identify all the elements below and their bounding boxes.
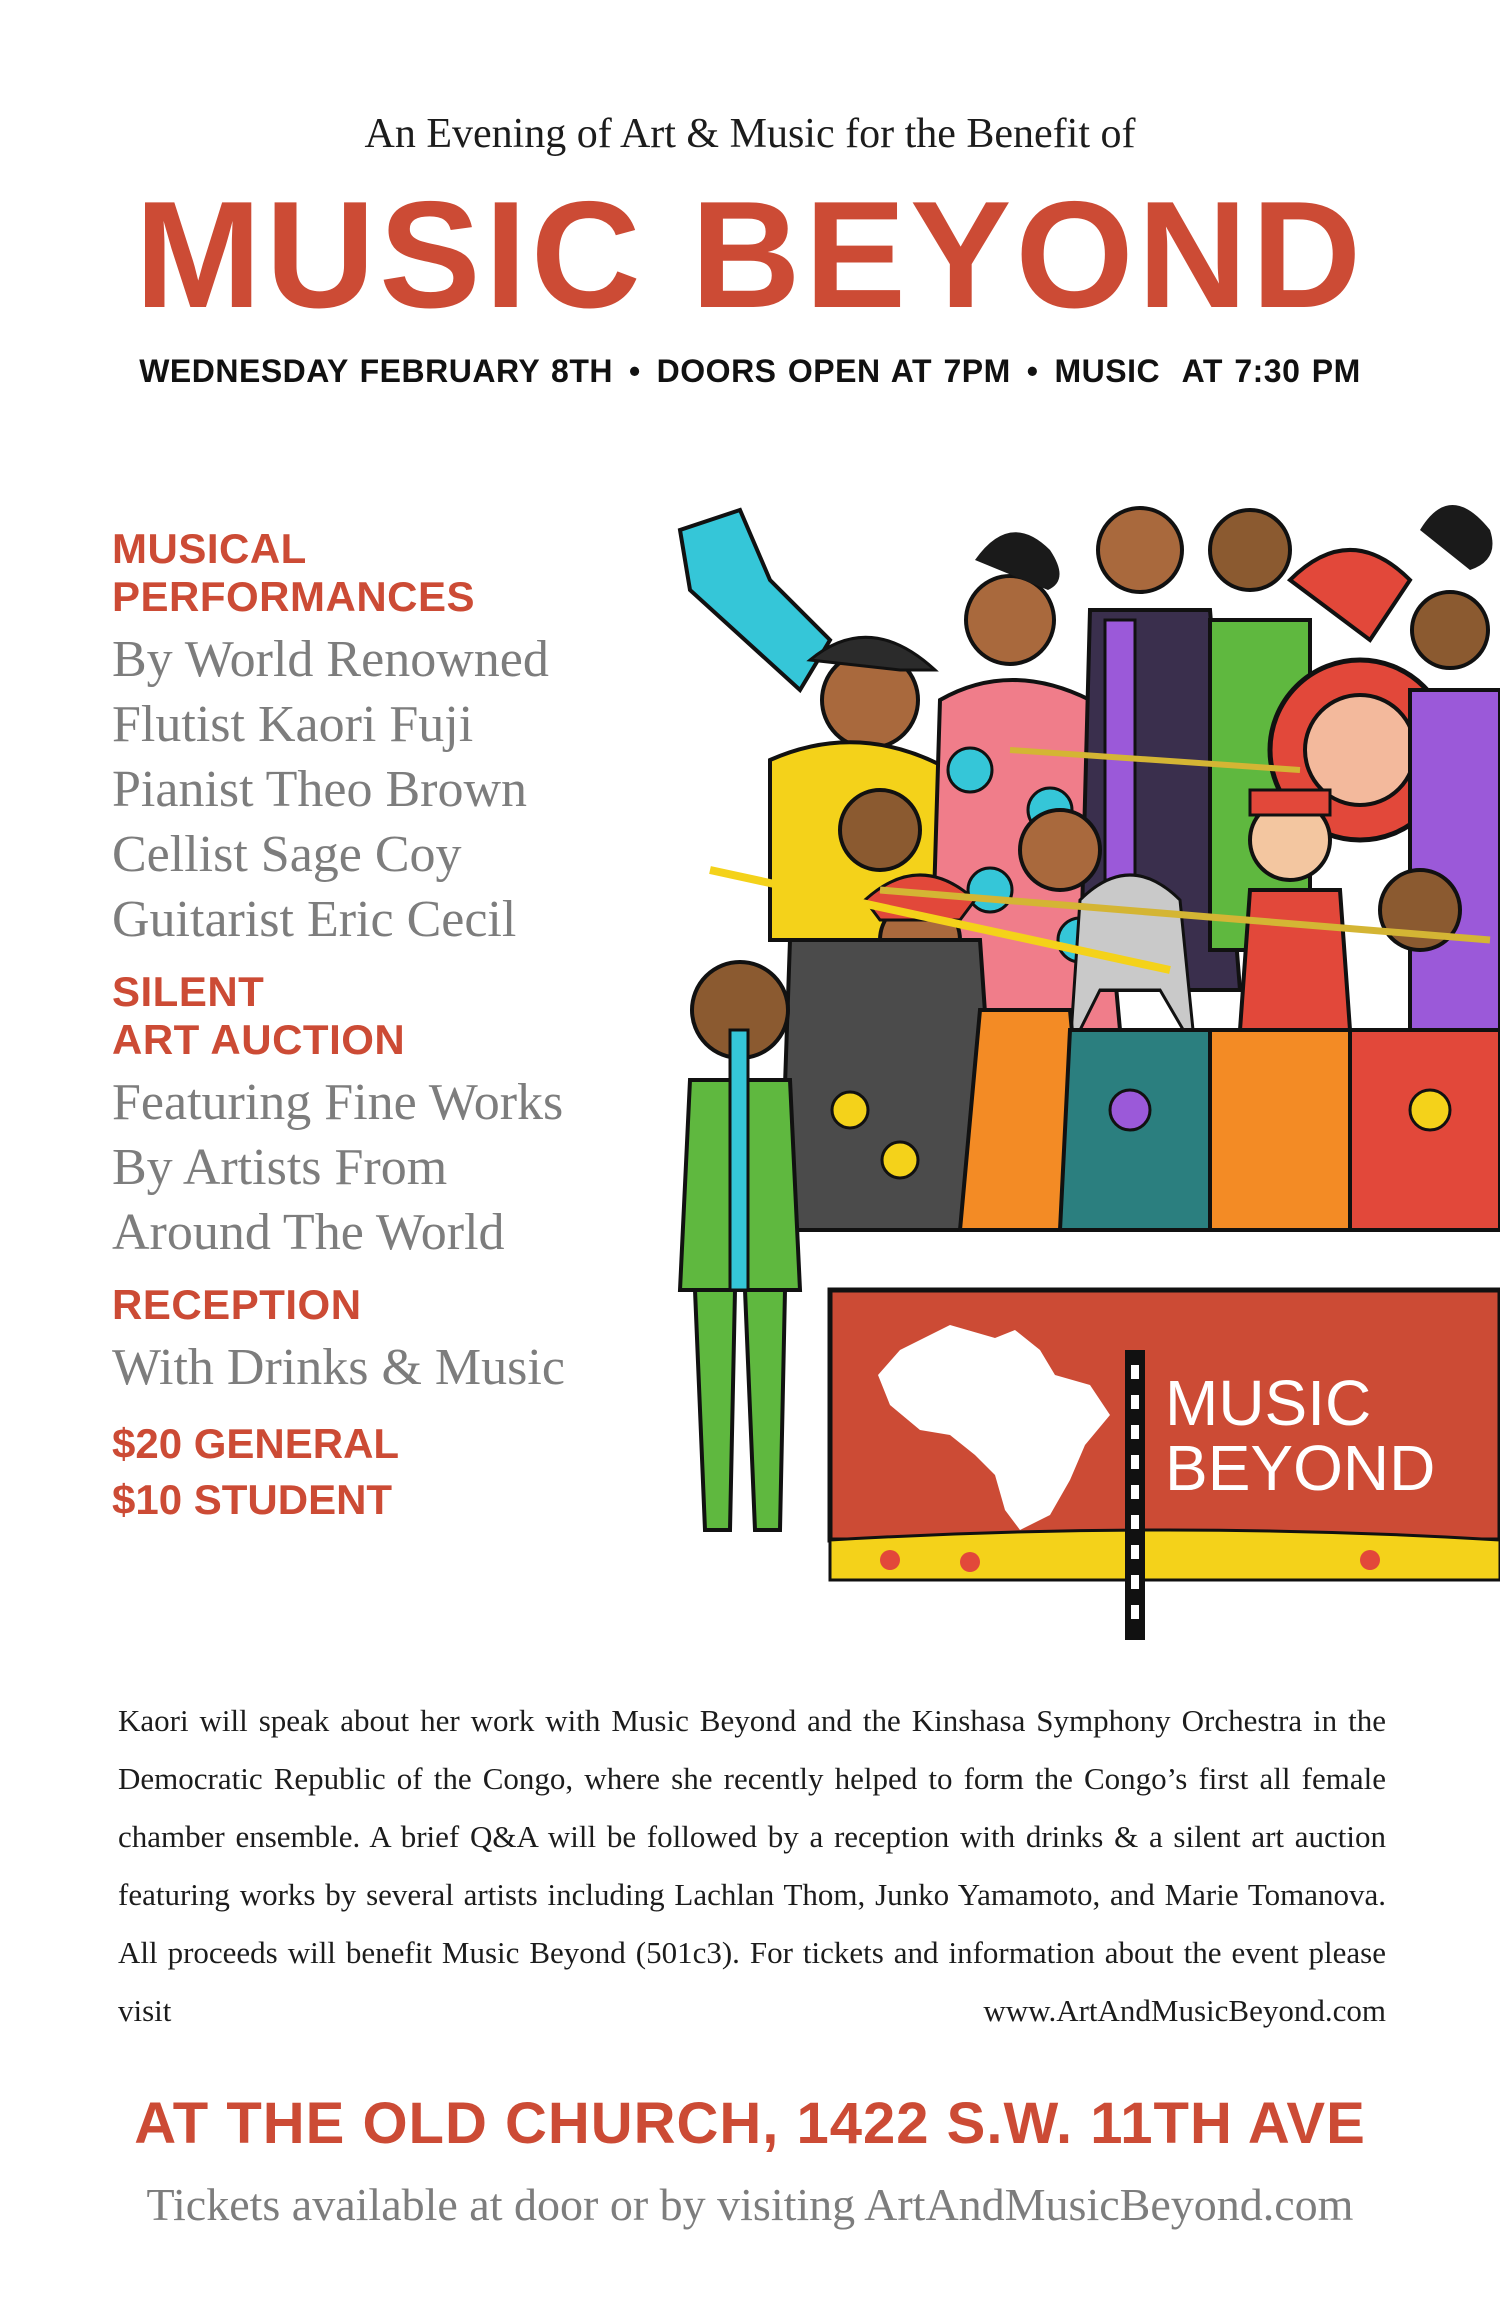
heading-line: SILENT <box>112 968 265 1015</box>
list-item: Flutist Kaori Fuji <box>112 696 474 753</box>
list-item: Featuring Fine Works <box>112 1074 564 1131</box>
auction-section <box>112 968 672 1265</box>
price-general: $20 GENERAL <box>112 1420 400 1467</box>
list-item: With Drinks & Music <box>112 1339 565 1396</box>
performances-heading <box>112 525 672 621</box>
doors-time: DOORS OPEN AT 7PM <box>656 353 1011 389</box>
event-description: Kaori will speak about her work with Music Beyond and the Kinshasa Symphony Orchestra in the Democratic Republic of the Congo, where she recently helped to form the Congo’s first all female chamber ensemble. A brief Q&A will be followed by a reception with drinks & a silent art auction featuring works by several artists including Lachlan Thom, Junko Yamamoto, and Marie Tomanova. All proceeds will benefit Music Beyond (501c3). For tickets and information about the event please visit www.ArtAndMusicBeyond.com <box>118 1703 1386 2028</box>
separator-dot: • <box>628 353 641 389</box>
program-column <box>112 525 672 1528</box>
performances-section <box>112 525 672 952</box>
logo-text-line1: MUSIC <box>1165 1367 1372 1439</box>
heading-line: MUSICAL <box>112 525 307 572</box>
reception-section <box>112 1281 672 1400</box>
reception-list <box>112 1335 672 1400</box>
reception-heading: RECEPTION <box>112 1281 362 1328</box>
venue-address: AT THE OLD CHURCH, 1422 S.W. 11TH AVE <box>134 2091 1366 2156</box>
list-item: Cellist Sage Coy <box>112 826 462 883</box>
list-item: Around The World <box>112 1204 505 1261</box>
logo-text-line2: BEYOND <box>1165 1432 1436 1504</box>
music-time: MUSIC AT 7:30 PM <box>1054 353 1361 389</box>
list-item: Guitarist Eric Cecil <box>112 891 517 948</box>
band-illustration <box>650 470 1500 1650</box>
list-item: By Artists From <box>112 1139 448 1196</box>
price-student: $10 STUDENT <box>112 1476 393 1523</box>
intro-line: An Evening of Art & Music for the Benefit of <box>364 111 1136 157</box>
auction-list <box>112 1070 672 1265</box>
event-date: WEDNESDAY FEBRUARY 8TH <box>139 353 613 389</box>
separator-dot: • <box>1026 353 1039 389</box>
list-item: By World Renowned <box>112 631 549 688</box>
list-item: Pianist Theo Brown <box>112 761 528 818</box>
date-line <box>0 353 1500 390</box>
auction-heading <box>112 968 672 1064</box>
pricing <box>112 1416 672 1528</box>
event-title: MUSIC BEYOND <box>134 170 1366 340</box>
heading-line: PERFORMANCES <box>112 573 476 620</box>
performers-list <box>112 627 672 952</box>
ticket-info: Tickets available at door or by visiting ArtAndMusicBeyond.com <box>146 2179 1354 2230</box>
heading-line: ART AUCTION <box>112 1016 406 1063</box>
